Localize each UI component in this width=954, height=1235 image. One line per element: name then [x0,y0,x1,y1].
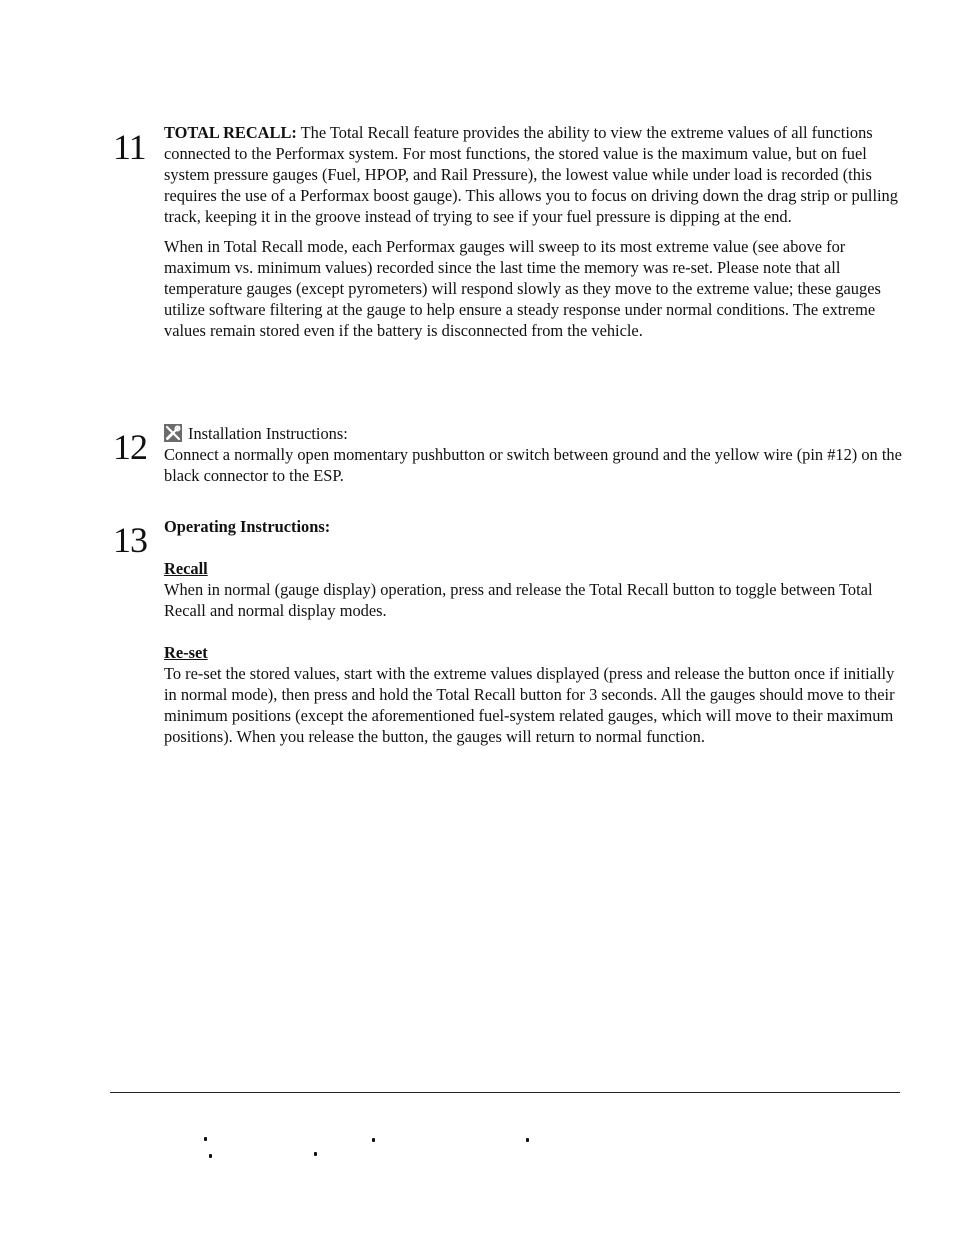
stray-mark [314,1152,317,1156]
footer-divider [110,1092,900,1093]
paragraph [164,122,904,227]
step-number: 11 [113,127,146,167]
reset-subheading: Re-set [164,643,208,662]
section-body [164,423,904,486]
lead-heading: TOTAL RECALL: [164,123,297,142]
paragraph: When in Total Recall mode, each Performax gauges will sweep to its most extreme value (see above for maximum vs. minimum values) recorded since the last time the memory was re-set. Please note that all temperature gauges (except pyrometers) will respond slowly as they move to the extreme value; these gauges utilize software filtering at the gauge to help ensure a steady response under normal conditions. The extreme values remain stored even if the battery is disconnected from the vehicle. [164,237,881,340]
paragraph-text: The Total Recall feature provides the ability to view the extreme values of all functions connected to the Performax system. For most functions, the stored value is the maximum value, but on fuel system pressure gauges (Fuel, HPOP, and Rail Pressure), the lowest value while under load is recorded (this requires the use of a Performax boost gauge). This allows you to focus on driving down the drag strip or pulling track, keeping it in the groove instead of trying to see if your fuel pressure is dipping at the end. [164,123,898,226]
heading-line [164,423,904,444]
step-number: 13 [113,520,147,560]
tools-icon [164,424,182,442]
installation-heading: Installation Instructions: [188,424,348,443]
paragraph: Connect a normally open momentary pushbutton or switch between ground and the yellow wire (pin #12) on the black connector to the ESP. [164,445,902,485]
section-body [164,516,904,747]
paragraph: To re-set the stored values, start with the extreme values displayed (press and release the button once if initially in normal mode), then press and hold the Total Recall button for 3 seconds. All the gauges should move to their minimum positions (except the aforementioned fuel-system related gauges, which will move to their maximum positions). When you release the button, the gauges will return to normal function. [164,664,895,746]
stray-mark [526,1138,529,1142]
stray-mark [372,1138,375,1142]
stray-mark [209,1154,212,1158]
paragraph: When in normal (gauge display) operation, press and release the Total Recall button to toggle between Total Recall and normal display modes. [164,580,873,620]
recall-subheading: Recall [164,559,208,578]
operating-heading: Operating Instructions: [164,517,331,536]
section-body [164,122,904,341]
step-number: 12 [113,427,147,467]
stray-mark [204,1137,207,1141]
